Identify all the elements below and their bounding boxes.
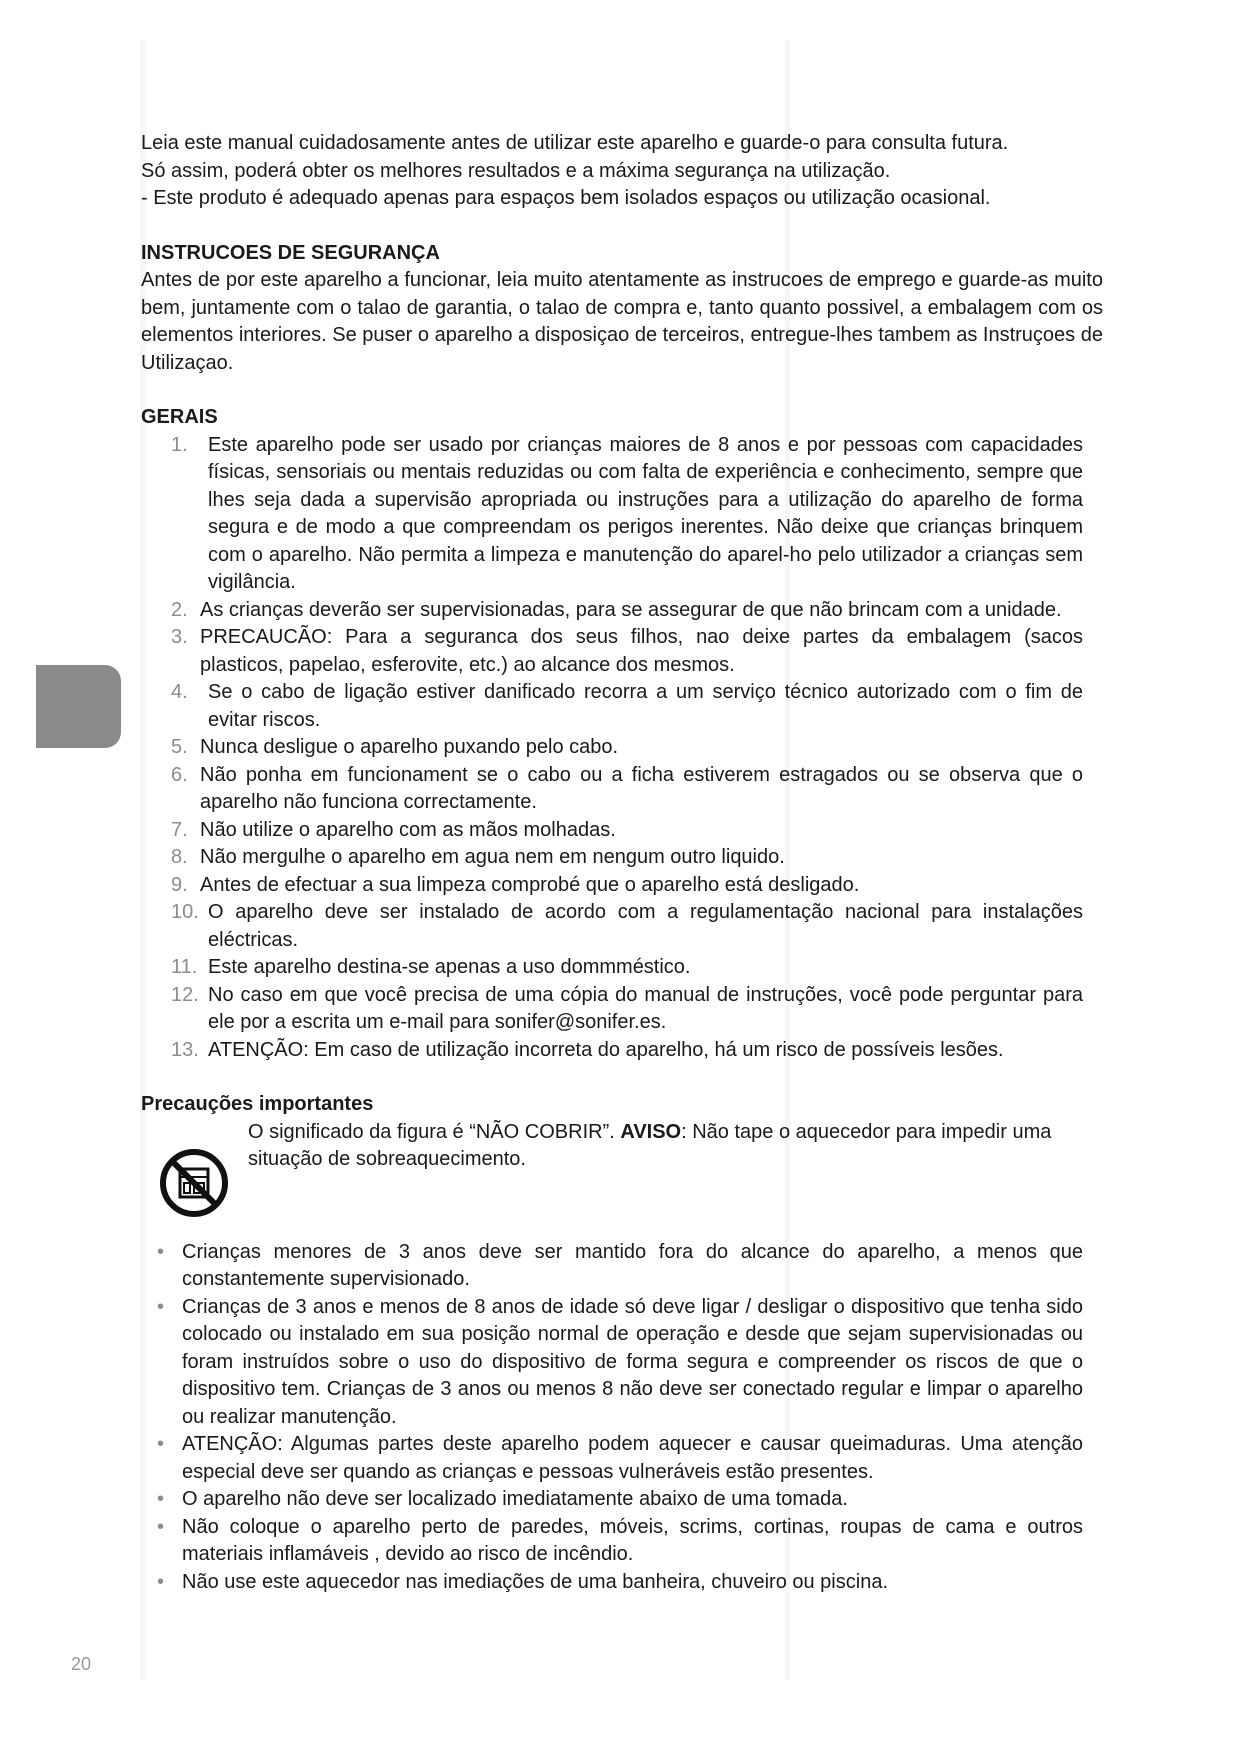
list-item: 13. ATENÇÃO: Em caso de utilização incorreta do aparelho, há um risco de possíveis lesões. [171,1038,1004,1061]
page-content [141,130,1103,1596]
intro-line-1: Leia este manual cuidadosamente antes de utilizar este aparelho e guarde-o para consulta futura. [141,132,1009,154]
intro-line-2: Só assim, poderá obter os melhores resultados e a máxima segurança na utilização. [141,159,891,182]
warning-text [248,1119,1103,1174]
safety-body: Antes de por este aparelho a funcionar, leia muito atentamente as instrucoes de emprego e guarde-as muito bem, juntamente com o talao de garantia, o talao de compra e, tanto quanto possivel, a embalagem com os elementos interiores. Se puser o aparelho a disposiçao de terceiros, entregue-lhes tambem as Instruçoes de Utilizaçao. [141,269,1103,374]
safety-heading: INSTRUCOES DE SEGURANÇA [141,241,440,264]
list-item: 9. Antes de efectuar a sua limpeza comprobé que o aparelho está desligado. [171,873,860,896]
precautions-heading: Precauções importantes [141,1093,374,1115]
list-item: • Crianças de 3 anos e menos de 8 anos de idade só deve ligar / desligar o dispositivo que tenha sido colocado ou instalado em sua posição normal de operação e desde que sejam supervisionadas ou foram instruídos sobre o uso do dispositivo de forma segura e compreender os riscos de que o dispositivo tem. Crianças de 3 anos ou menos 8 não deve ser conectado regular e limpar o aparelho ou realizar manutenção. [157,1295,1083,1428]
list-item: 7. Não utilize o aparelho com as mãos molhadas. [171,818,616,841]
list-item: • ATENÇÃO: Algumas partes deste aparelho podem aquecer e causar queimaduras. Uma atenção especial deve ser quando as crianças e pessoas vulneráveis estão presentes. [157,1433,1083,1483]
no-cover-warning [141,1119,1103,1209]
list-item: 11. Este aparelho destina-se apenas a uso dommméstico. [171,956,691,978]
list-item: 4. Se o cabo de ligação estiver danificado recorra a um serviço técnico autorizado com o fim de evitar riscos. [171,681,1083,731]
page-number: 20 [71,1654,92,1674]
list-item: 3. PRECAUCÃO: Para a seguranca dos seus filhos, nao deixe partes da embalagem (sacos plasticos, papelao, esferovite, etc.) ao alcance dos mesmos. [171,626,1083,676]
list-item: 1. Este aparelho pode ser usado por crianças maiores de 8 anos e por pessoas com capacidades físicas, sensoriais ou mentais reduzidas ou com falta de experiência e conhecimento, sempre que lhes seja dada a supervisão apropriada ou instruções para a utilização do aparelho de forma segura e de modo a que compreendam os perigos inerentes. Não deixe que crianças brinquem com o aparelho. Não permita a limpeza e manutenção do aparel-ho pelo utilizador a crianças sem vigilância. [171,433,1083,593]
list-item: 2. As crianças deverão ser supervisionadas, para se assegurar de que não brincam com a unidade. [171,598,1062,621]
list-item: • Não coloque o aparelho perto de paredes, móveis, scrims, cortinas, roupas de cama e outros materiais inflamáveis , devido ao risco de incêndio. [157,1515,1083,1565]
general-list [141,432,1103,1065]
general-heading: GERAIS [141,406,218,428]
list-item: 10. O aparelho deve ser instalado de acordo com a regulamentação nacional para instalações eléctricas. [171,901,1083,951]
list-item: • O aparelho não deve ser localizado imediatamente abaixo de uma tomada. [157,1488,848,1510]
list-item: 8. Não mergulhe o aparelho em agua nem em nengum outro liquido. [171,846,785,868]
list-item: • Crianças menores de 3 anos deve ser mantido fora do alcance do aparelho, a menos que constantemente supervisionado. [157,1240,1083,1290]
aviso-label: AVISO [620,1120,682,1143]
figure-meaning: O significado da figura é “NÃO COBRIR”. [248,1120,615,1143]
precautions-list [141,1239,1103,1597]
list-item: 5. Nunca desligue o aparelho puxando pelo cabo. [171,736,619,758]
list-item: 12. No caso em que você precisa de uma cópia do manual de instruções, você pode perguntar para ele por a escrita um e-mail para sonifer@sonifer.es. [171,983,1083,1033]
list-item: 6. Não ponha em funcionament se o cabo ou a ficha estiverem estragados ou se observa que o aparelho não funciona correctamente. [171,763,1083,813]
no-cover-icon [158,1147,230,1219]
intro-line-3: - Este produto é adequado apenas para espaços bem isolados espaços ou utilização ocasional. [141,187,991,209]
section-tab [36,665,121,748]
aviso-text: : Não tape o aquecedor para impedir uma situação de sobreaquecimento. [248,1120,1052,1170]
list-item: • Não use este aquecedor nas imediações de uma banheira, chuveiro ou piscina. [157,1570,888,1593]
